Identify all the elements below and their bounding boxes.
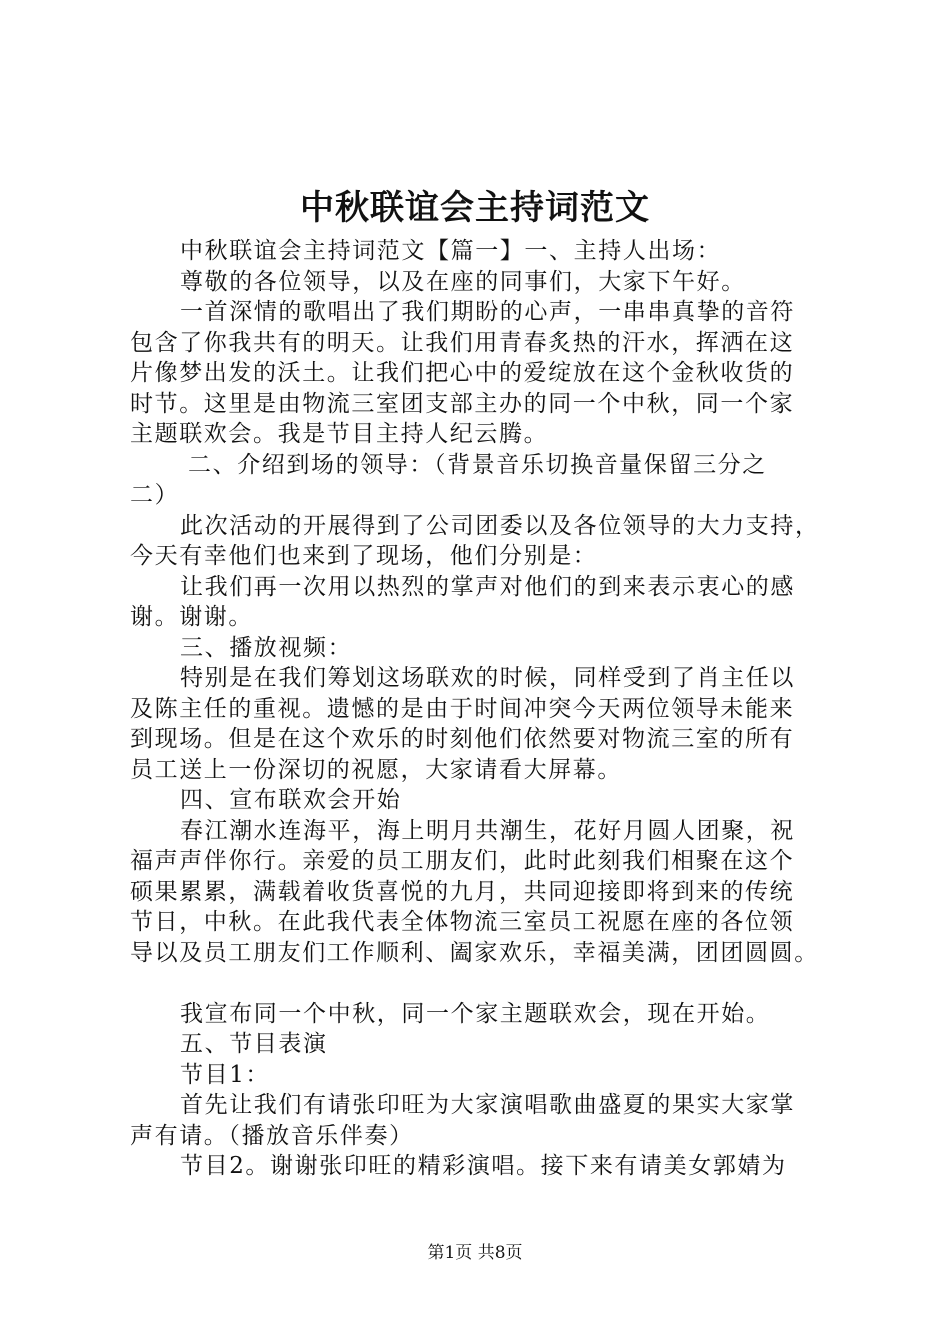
body-line: 节目1： [180, 1061, 271, 1088]
body-line: 节日，中秋。在此我代表全体物流三室员工祝愿在座的各位领 [130, 909, 795, 935]
body-line: 一首深情的歌唱出了我们期盼的心声，一串串真挚的音符 [180, 299, 795, 325]
body-line: 我宣布同一个中秋，同一个家主题联欢会，现在开始。 [180, 1000, 771, 1027]
document-title: 中秋联谊会主持词范文 [300, 188, 650, 228]
body-line: 包含了你我共有的明天。让我们用青春炙热的汗水，挥洒在这 [130, 329, 795, 356]
body-line: 硕果累累，满载着收货喜悦的九月，共同迎接即将到来的传统 [130, 878, 795, 905]
body-line: 福声声伴你行。亲爱的员工朋友们，此时此刻我们相聚在这个 [130, 848, 795, 874]
body-line: 三、播放视频： [180, 634, 353, 661]
body-line: 二、介绍到场的领导：（背景音乐切换音量保留三分之 [188, 451, 767, 478]
body-line: 谢。谢谢。 [130, 604, 253, 630]
body-line: 五、节目表演 [180, 1031, 328, 1057]
blank-line [130, 968, 840, 999]
body-line: 二） [130, 482, 180, 508]
body-line: 到现场。但是在这个欢乐的时刻他们依然要对物流三室的所有 [130, 726, 795, 752]
page-footer: 第1页 共8页 [427, 1243, 523, 1263]
body-line: 四、宣布联欢会开始 [180, 787, 402, 813]
body-line: 春江潮水连海平，海上明月共潮生，花好月圆人团聚，祝 [180, 817, 795, 844]
body-line: 片像梦出发的沃土。让我们把心中的爱绽放在这个金秋收货的 [130, 360, 795, 386]
document-body [130, 236, 840, 1182]
body-line: 导以及员工朋友们工作顺利、阖家欢乐，幸福美满，团团圆圆。 [130, 939, 819, 966]
body-line: 声有请。（播放音乐伴奏） [130, 1122, 414, 1149]
body-line: 首先让我们有请张印旺为大家演唱歌曲盛夏的果实大家掌 [180, 1092, 795, 1118]
body-line: 主题联欢会。我是节目主持人纪云腾。 [130, 421, 549, 447]
body-line: 及陈主任的重视。遗憾的是由于时间冲突今天两位领导未能来 [130, 695, 795, 722]
body-line: 今天有幸他们也来到了现场，他们分别是： [130, 543, 598, 569]
body-line: 员工送上一份深切的祝愿，大家请看大屏幕。 [130, 756, 622, 783]
body-line: 让我们再一次用以热烈的掌声对他们的到来表示衷心的感 [180, 573, 795, 600]
body-line: 节目2。谢谢张印旺的精彩演唱。接下来有请美女郭婧为 [180, 1153, 787, 1179]
body-line: 中秋联谊会主持词范文【篇一】一、主持人出场： [180, 238, 722, 264]
body-line: 尊敬的各位领导，以及在座的同事们，大家下午好。 [180, 268, 746, 295]
body-line: 此次活动的开展得到了公司团委以及各位领导的大力支持， [180, 512, 820, 539]
body-line: 特别是在我们筹划这场联欢的时候，同样受到了肖主任以 [180, 665, 795, 691]
body-line: 时节。这里是由物流三室团支部主办的同一个中秋，同一个家 [130, 390, 795, 417]
